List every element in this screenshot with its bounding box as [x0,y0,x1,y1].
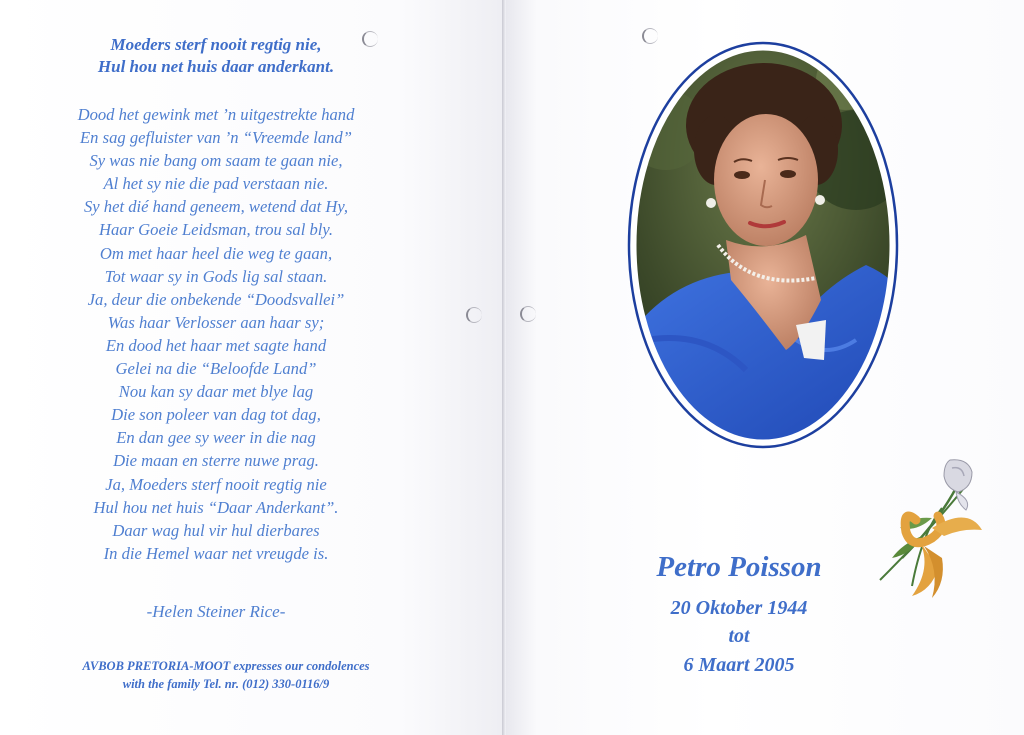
punch-hole [362,31,378,47]
poem-line: En dan gee sy weer in die nag [116,428,316,448]
deceased-name: Petro Poisson [656,551,822,583]
date-separator: tot [728,625,750,647]
poem-line: Was haar Verlosser aan haar sy; [107,312,325,332]
portrait-frame [626,40,900,450]
poem-line: Al het sy nie die pad verstaan nie. [103,174,329,194]
sponsor-line-1: AVBOB PRETORIA-MOOT expresses our condolences [82,659,370,673]
rose-ribbon-decoration [872,458,984,603]
poem-heading-line-2: Hul hou net huis daar anderkant. [97,57,335,76]
poem-line: Die maan en sterre nuwe prag. [113,451,319,471]
portrait-photo [626,40,900,450]
poem-line: Gelei na die “Beloofde Land” [115,359,317,379]
poem-heading-line-1: Moeders sterf nooit regtig nie, [110,35,322,54]
poem-line: Sy was nie bang om saam te gaan nie, [89,151,343,171]
poem-line: Sy het dié hand geneem, wetend dat Hy, [83,197,349,217]
poem-line: Tot waar sy in Gods lig sal staan. [104,266,328,286]
death-date: 6 Maart 2005 [683,654,795,676]
punch-hole [520,306,536,322]
sponsor-notice [0,657,452,693]
sponsor-line-2: with the family Tel. nr. (012) 330-0116/9 [122,677,330,691]
poem-line: Hul hou net huis “Daar Anderkant”. [93,497,339,517]
poem-body [0,103,432,565]
poem-line: Om met haar heel die weg te gaan, [99,243,333,263]
left-page [0,0,502,735]
punch-hole [466,307,482,323]
poem-line: Haar Goeie Leidsman, trou sal bly. [99,220,333,240]
birth-date: 20 Oktober 1944 [670,597,808,619]
poem-author: -Helen Steiner Rice- [146,602,286,621]
poem-line: Ja, Moeders sterf nooit regtig nie [105,474,327,494]
poem-line: Nou kan sy daar met blye lag [118,382,314,402]
poem-line: Die son poleer van dag tot dag, [111,405,321,425]
poem-line: Daar wag hul vir hul dierbares [112,520,320,540]
poem-line: Dood het gewink met ’n uitgestrekte hand [77,105,355,124]
poem-line: Ja, deur die onbekende “Doodsvallei” [87,289,345,309]
poem-line: En sag gefluister van ’n “Vreemde land” [80,128,352,148]
poem-line: En dood het haar met sagte hand [105,335,327,355]
poem-line: In die Hemel waar net vreugde is. [103,543,329,563]
